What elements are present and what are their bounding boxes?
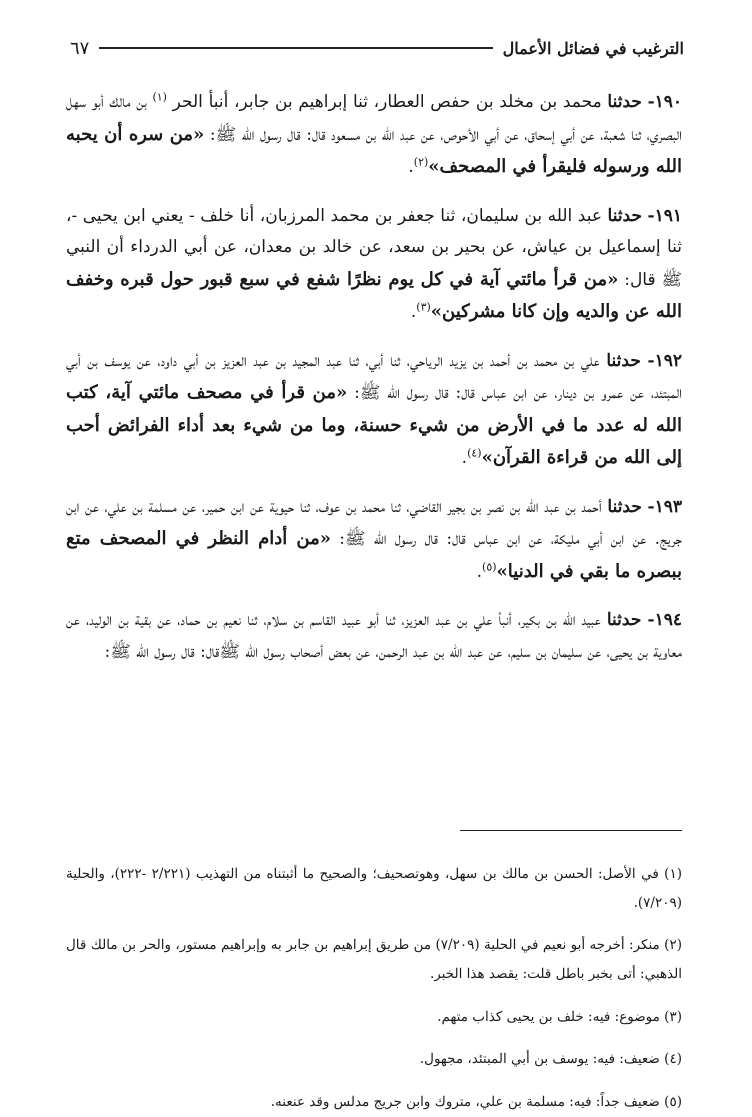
footnote-4: (٤) ضعيف: فيه: يوسف بن أبي المبتئد، مجهول. [419, 1051, 682, 1067]
entry-number: ١٩٤- [647, 610, 682, 630]
entry-number: ١٩١- [647, 205, 683, 226]
footnote-3: (٣) موضوع: فيه: خلف بن يحيى كذاب متهم. [437, 1008, 682, 1025]
footnote-5: (٥) ضعيف جداً: فيه: مسلمة بن علي، متروك وابن جريج مدلس وقد عنعنه. [270, 1093, 682, 1110]
footnote-1: (١) في الأصل: الحسن بن مالك بن سهل، وهوتصحيف؛ والصحيح ما أثبتناه من التهذيب (٢/٢٢١ -٢٢٢)، والحلية (٧/٢٠٩). [66, 865, 682, 911]
entry-lead: حدثنا [606, 350, 641, 371]
entry-chain: محمد بن مخلد بن حفص العطار، ثنا إبراهيم بن جابر، أنبأ الحر [172, 92, 602, 112]
entry-number: ١٩٢- [647, 350, 683, 371]
hadith-quote: «من قرأ مائتي آية في كل يوم نظرًا شفع في سبع قبور حول قبره وخفف الله عن والديه وإن كانا مشركين» [66, 268, 682, 322]
footnote-ref[interactable]: (٢) [413, 155, 429, 169]
hadith-quote: «من سره أن يحبه الله ورسوله فليقرأ في المصحف» [66, 123, 682, 177]
hadith-quote: «من أدام النظر في المصحف متع ببصره ما بقي في الدنيا» [66, 528, 682, 582]
entry-lead: حدثنا [606, 610, 642, 630]
footnote-ref[interactable]: (١) [152, 90, 167, 104]
entry-end: . [461, 448, 468, 468]
header-rule [99, 47, 492, 49]
hadith-entry-191 [66, 201, 682, 329]
entry-end: . [408, 157, 414, 177]
hadith-entry-194 [66, 605, 682, 668]
footnote-ref[interactable]: (٣) [416, 300, 431, 314]
footnotes [66, 846, 682, 1117]
entry-number: ١٩٠- [647, 92, 683, 112]
page-number: ٦٧ [70, 37, 90, 59]
entry-chain-cont: بن مالك أبو سهل البصري، ثنا شعبة، عن أبي إسحاق، عن أبي الأحوص، عن عبد الله بن مسعود قال: قال رسول الله ﷺ: [66, 92, 682, 145]
running-title: الترغيب في فضائل الأعمال [502, 38, 684, 58]
hadith-entry-190 [66, 87, 682, 184]
hadith-entry-193 [66, 492, 682, 589]
entry-chain: علي بن محمد بن أحمد بن يزيد الرياحي، ثنا أبي، ثنا عبد المجيد بن عبد العزيز بن أبي داود، عن يوسف بن أبي المبتئد، عن عمرو بن دينار، عن ابن عباس قال: قال رسول الله ﷺ: [66, 350, 682, 403]
entry-lead: حدثنا [607, 496, 642, 517]
footnote-ref[interactable]: (٥) [482, 559, 497, 573]
entry-end: . [476, 561, 483, 582]
footnote-separator [460, 830, 682, 831]
footnote-2: (٢) منكر: أخرجه أبو نعيم في الحلية (٧/٢٠٩) من طريق إبراهيم بن جابر به وإبراهيم مستور، والحر بن مالك قال الذهبي: أتى بخبر باطل قلت: يقصد هذا الخبر. [66, 937, 682, 982]
entry-number: ١٩٣- [647, 496, 682, 517]
hadith-entry-192 [66, 346, 682, 475]
footnote-ref[interactable]: (٤) [467, 446, 482, 460]
running-header [70, 36, 684, 60]
main-text [66, 70, 682, 681]
entry-chain: أحمد بن عبد الله بن نصر بن بجير القاضي، ثنا محمد بن عوف، ثنا حيوية عن ابن حمير، عن مسلمة بن علي، عن ابن جريج. عن ابن أبي مليكة، عن ابن عباس قال: قال رسول الله ﷺ: [66, 496, 682, 549]
entry-lead: حدثنا [607, 92, 642, 112]
entry-end: . [410, 302, 417, 322]
entry-chain: عبيد الله بن بكير، أنبأ علي بن عبد العزيز، ثنا أبو عبيد القاسم بن سلام، ثنا نعيم بن حماد، عن بقية بن الوليد، عن معاوية بن يحيى، عن سليمان بن سليم، عن عبد الله بن عبد الرحمن، عن بعض أصحاب رسول الله ﷺقال: قال رسول الله ﷺ: [66, 610, 682, 662]
hadith-quote: «من قرأ في مصحف مائتي آية، كتب الله له عدد ما في الأرض من شيء حسنة، وما من شيء بعد أداء الفرائض أحب إلى الله من قراءة القرآن» [66, 382, 682, 468]
entry-chain: عبد الله بن سليمان، ثنا جعفر بن محمد المرزبان، أنا خلف - يعني ابن يحيى -، ثنا إسماعيل بن عياش، عن بحير بن سعد، عن خالد بن معدان، عن أبي الدرداء أن النبي ﷺ قال: [66, 205, 682, 290]
entry-lead: حدثنا [607, 205, 642, 226]
